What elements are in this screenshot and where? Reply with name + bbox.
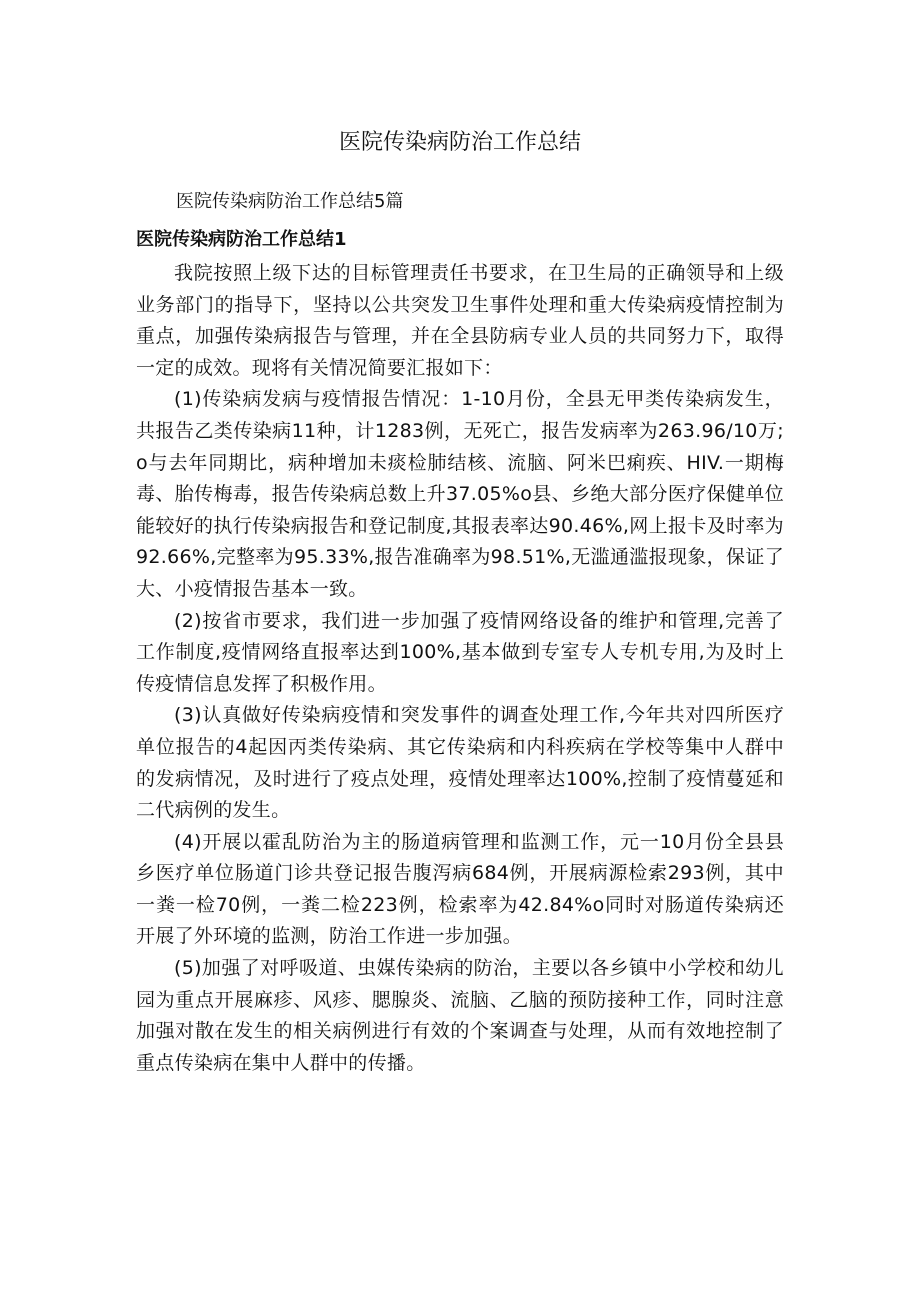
document-title: 医院传染病防治工作总结 bbox=[338, 130, 581, 155]
paragraph-item-2: (2)按省市要求，我们进一步加强了疫情网络设备的维护和管理,完善了工作制度,疫情网络直报率达到100%,基本做到专室专人专机专用,为及时上传疫情信息发挥了积极作用。 bbox=[136, 609, 784, 695]
paragraph-item-1: (1)传染病发病与疫情报告情况：1-10月份，全县无甲类传染病发生，共报告乙类传染病11种，计1283例，无死亡，报告发病率为263.96/10万;o与去年同期比，病种增加未痰检肺结核、流脑、阿米巴痢疾、HIV.一期梅毒、胎传梅毒，报告传染病总数上升37.05%o县、乡绝大部分医疗保健单位能较好的执行传染病报告和登记制度,其报表率达90.46%,网上报卡及时率为92.66%,完整率为95.33%,报告准确率为98.51%,无滥通滥报现象，保证了大、小疫情报告基本一致。 bbox=[136, 388, 784, 600]
paragraph-item-3: (3)认真做好传染病疫情和突发事件的调查处理工作,今年共对四所医疗单位报告的4起因丙类传染病、其它传染病和内科疾病在学校等集中人群中的发病情况，及时进行了疫点处理，疫情处理率达100%,控制了疫情蔓延和二代病例的发生。 bbox=[136, 704, 784, 822]
paragraph-item-5: (5)加强了对呼吸道、虫媒传染病的防治，主要以各乡镇中小学校和幼儿园为重点开展麻疹、风疹、腮腺炎、流脑、乙脑的预防接种工作，同时注意加强对散在发生的相关病例进行有效的个案调查与处理，从而有效地控制了重点传染病在集中人群中的传播。 bbox=[136, 957, 784, 1074]
paragraph-item-4: (4)开展以霍乱防治为主的肠道病管理和监测工作，元一10月份全县县乡医疗单位肠道门诊共登记报告腹泻病684例，开展病源检索293例，其中一粪一检70例，一粪二检223例，检索率为42.84%o同时对肠道传染病还开展了外环境的监测，防治工作进一步加强。 bbox=[136, 830, 784, 948]
document-body bbox=[136, 258, 784, 1079]
section-heading: 医院传染病防治工作总结1 bbox=[136, 229, 347, 250]
paragraph-intro: 我院按照上级下达的目标管理责任书要求，在卫生局的正确领导和上级业务部门的指导下，坚持以公共突发卫生事件处理和重大传染病疫情控制为重点，加强传染病报告与管理，并在全县防病专业人员的共同努力下，取得一定的成效。现将有关情况简要汇报如下： bbox=[136, 262, 784, 379]
document-subtitle: 医院传染病防治工作总结5篇 bbox=[176, 191, 404, 212]
